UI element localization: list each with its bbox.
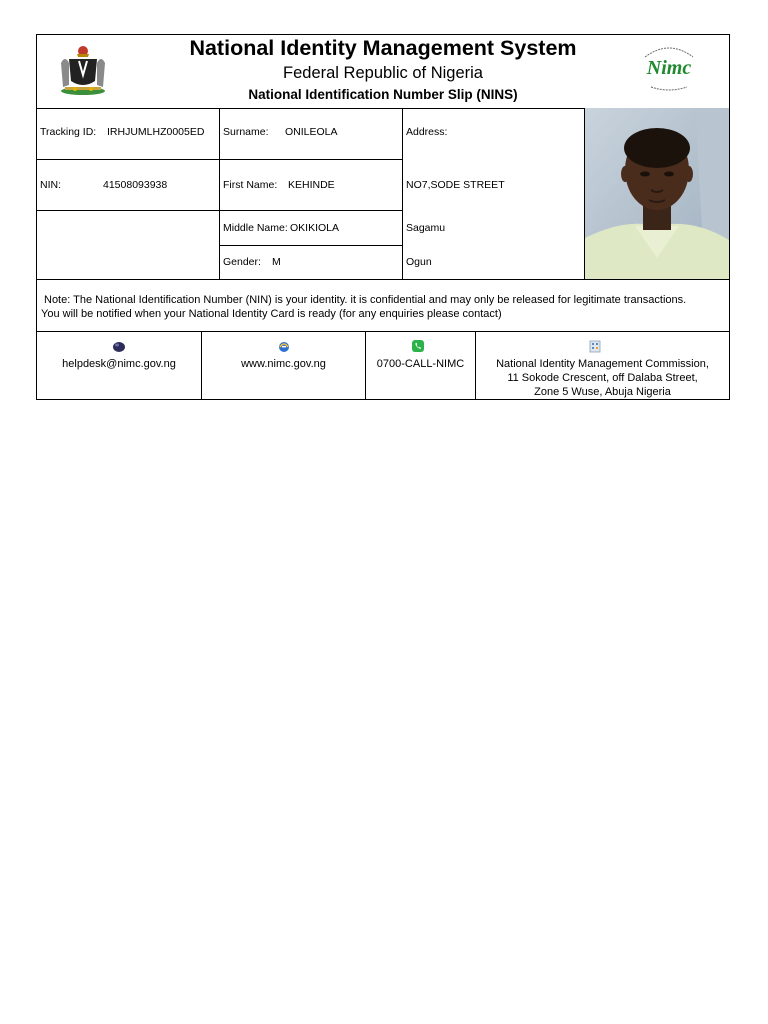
phone-icon <box>411 339 425 353</box>
first-name-cell <box>220 160 403 211</box>
middle-name-label: Middle Name: <box>223 222 288 234</box>
web-icon <box>277 339 291 353</box>
nin-cell <box>37 160 220 211</box>
address-label: Address: <box>406 126 448 138</box>
nin-label: NIN: <box>40 179 61 191</box>
nin-value: 41508093938 <box>103 179 168 191</box>
address-line-2: Sagamu <box>406 222 446 234</box>
middle-name-value: OKIKIOLA <box>290 222 340 234</box>
first-name-label: First Name: <box>223 179 278 191</box>
gender-label: Gender: <box>223 256 261 268</box>
tracking-id-label: Tracking ID: <box>40 126 97 138</box>
commission-address-line-2: 11 Sokode Crescent, off Dalaba Street, <box>507 372 698 384</box>
nimc-logo-icon <box>637 43 701 93</box>
footer-email-cell <box>37 332 202 400</box>
tracking-id-cell <box>37 108 220 160</box>
note-line-2: You will be notified when your National Identity Card is ready (for any enquiries please contact) <box>41 308 502 320</box>
logo-text: Nimc <box>646 57 692 79</box>
nin-slip <box>36 34 730 400</box>
gender-value: M <box>272 256 281 268</box>
slip-header <box>37 35 729 109</box>
footer-web-cell <box>202 332 366 400</box>
address-line-3: Ogun <box>406 256 432 268</box>
page-subtitle: Federal Republic of Nigeria <box>283 64 483 82</box>
first-name-value: KEHINDE <box>288 179 335 191</box>
address-line-1: NO7,SODE STREET <box>406 179 505 191</box>
portrait-photo <box>585 108 729 279</box>
middle-name-cell <box>220 211 403 246</box>
gender-cell <box>220 246 403 279</box>
email-icon <box>112 339 126 353</box>
building-icon <box>588 339 602 353</box>
commission-address-line-1: National Identity Management Commission, <box>496 358 709 370</box>
note-section <box>37 279 729 332</box>
address-cell <box>403 108 585 279</box>
surname-label: Surname: <box>223 126 269 138</box>
slip-title: National Identification Number Slip (NINS) <box>248 87 518 102</box>
empty-cell <box>37 211 220 279</box>
footer-address-cell <box>476 332 729 400</box>
commission-address <box>476 357 729 399</box>
website-link[interactable]: www.nimc.gov.ng <box>241 358 326 370</box>
tracking-id-value: IRHJUMLHZ0005ED <box>107 126 205 138</box>
footer-phone-cell <box>366 332 476 400</box>
surname-cell <box>220 108 403 160</box>
helpline-phone[interactable]: 0700-CALL-NIMC <box>376 358 465 370</box>
surname-value: ONILEOLA <box>285 126 338 138</box>
note-line-1: Note: The National Identification Number (NIN) is your identity. it is confidential and may only be released for legitimate transactions. <box>44 294 687 306</box>
page-title: National Identity Management System <box>189 36 577 60</box>
helpdesk-email[interactable]: helpdesk@nimc.gov.ng <box>62 358 176 370</box>
commission-address-line-3: Zone 5 Wuse, Abuja Nigeria <box>534 386 671 398</box>
